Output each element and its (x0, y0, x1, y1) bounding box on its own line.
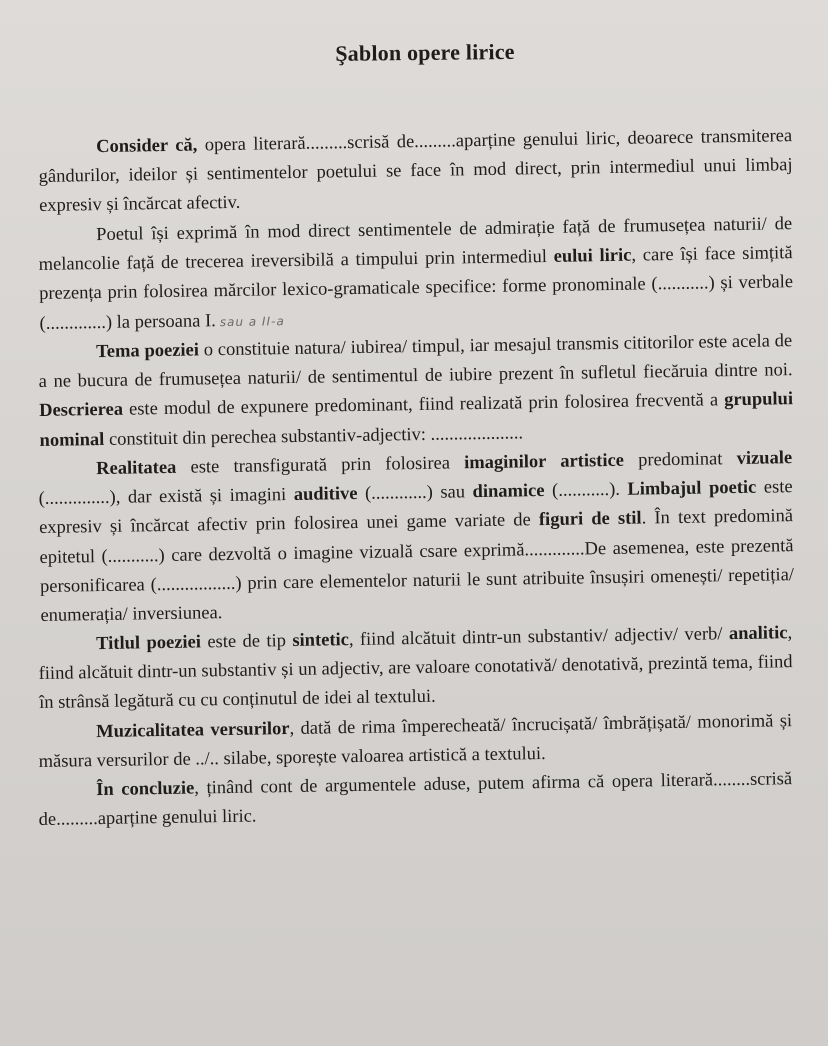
handwritten-annotation: sau a II-a (219, 313, 285, 329)
conclusion-text: , ținând cont de argumentele aduse, putem afirma că opera literară........scrisă de.........aparține genului liric. (38, 769, 793, 831)
lyrical-self-term: eului liric (553, 245, 632, 267)
poetic-language-term: Limbajul poetic (627, 478, 757, 501)
auditory-term: auditive (293, 484, 358, 506)
visual-term: vizuale (736, 448, 793, 470)
paragraph-lyrical-self (38, 210, 794, 340)
artistic-images-term: imaginilor artistice (464, 451, 625, 474)
paragraph-title-analysis (38, 620, 793, 719)
paragraph-conclusion (38, 766, 793, 836)
document-title: Şablon opere lirice (335, 38, 515, 66)
reality-lead: Realitatea (96, 458, 177, 480)
imagery-text-7: . În text predomină epitetul (...........) care dezvoltă o imagine vizuală csare exprimă.............De asemenea, este prezentă personificarea (.................) prin care elementelor naturii le sunt atribuite însușiri omenești/ repetiția/ enumerația/ inversiunea. (39, 506, 795, 627)
lyrical-self-text-2: , care își face simțită prezența prin folosirea mărcilor lexico-gramaticale specifice: forme pronominale (...........) și verbale (.............) la persoana I. (38, 242, 794, 334)
musicality-text: , dată de rima împerecheată/ încrucișată/ îmbrățișată/ monorimă și măsura versurilor de ../.. silabe, sporește valoarea artistică a textului. (38, 711, 793, 773)
synthetic-term: sintetic (292, 630, 350, 652)
figures-of-speech-term: figuri de stil (538, 509, 642, 531)
analytic-term: analitic (728, 623, 788, 645)
dynamic-term: dinamice (472, 481, 545, 503)
theme-text-3: constituit din perechea substantiv-adjectiv: .................... (104, 423, 524, 450)
imagery-text-3: (..............), dar există și imagini (38, 485, 294, 510)
theme-text-2: este modul de expunere predominant, fiind realizată prin folosirea frecventă a (122, 391, 725, 421)
nominal-group-term: grupului nominal (39, 389, 794, 452)
intro-text: opera literară.........scrisă de.........aparține genului liric, deoarece transmiterea gândurilor, ideilor și sentimentelor poetului se face în mod direct, prin intermediul unui limbaj expresiv și încărcat afectiv. (38, 126, 793, 217)
title-analysis-text-2: , fiind alcătuit dintr-un substantiv/ adjectiv/ verb/ (348, 624, 730, 651)
paragraph-theme (38, 328, 794, 457)
title-analysis-lead: Titlul poeziei (96, 632, 202, 655)
musicality-lead: Muzicalitatea versurilor (96, 719, 290, 743)
imagery-text-6: este expresiv și încărcat afectiv prin folosirea unei game variate de (38, 477, 793, 539)
title-analysis-text-3: , fiind alcătuit dintr-un substantiv și un adjectiv, are valoare conotativă/ denotativă, prezintă tema, fiind în strânsă legătură cu cu conținutul de idei al textului. (38, 623, 793, 714)
imagery-text-5: (...........). (544, 480, 628, 502)
conclusion-lead: În concluzie (96, 779, 195, 801)
title-analysis-text-1: este de tip (200, 631, 293, 653)
paragraph-imagery (38, 444, 795, 631)
description-term: Descrierea (38, 400, 124, 422)
theme-lead: Tema poeziei (96, 340, 200, 363)
lyrical-self-text-1: Poetul își exprimă în mod direct sentimentele de admirație față de frumusețea naturii/ de melancolie față de trecerea ireversibilă a timpului prin intermediul (38, 213, 793, 275)
imagery-text-2: predominat (623, 449, 737, 472)
imagery-text-4: (............) sau (357, 482, 473, 505)
theme-text-1: o constituie natura/ iubirea/ timpul, iar mesajul transmis cititorilor este acela de a ne bucura de frumusețea naturii/ de sentimentul de iubire prezent în sufletul fiecăruia dintre noi. (38, 331, 793, 393)
imagery-text-1: este transfigurată prin folosirea (176, 453, 465, 479)
intro-lead: Consider că, (96, 135, 198, 158)
paragraph-introduction (38, 122, 793, 221)
